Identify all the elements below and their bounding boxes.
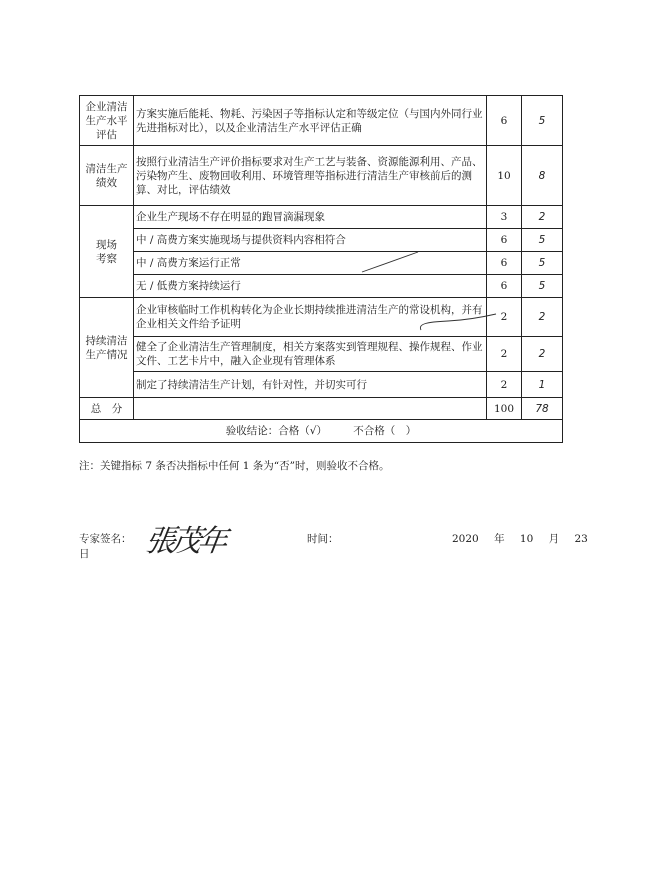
table-row	[80, 146, 563, 206]
table-row	[80, 206, 563, 229]
description-cell: 方案实施后能耗、物耗、污染因子等指标认定和等级定位（与国内外同行业先进指标对比），以及企业清洁生产水平评估正确	[134, 96, 487, 146]
score-cell: 5	[522, 275, 563, 298]
score-cell: 8	[522, 146, 563, 206]
points-cell: 2	[487, 298, 522, 337]
score-cell: 5	[522, 229, 563, 252]
score-cell: 2	[522, 206, 563, 229]
date-day: 23	[574, 533, 588, 545]
description-cell: 无 / 低费方案持续运行	[134, 275, 487, 298]
total-row	[80, 398, 563, 420]
category-cell	[80, 146, 134, 206]
table-row	[80, 96, 563, 146]
pen-stroke-decoration	[418, 310, 498, 332]
total-points: 100	[487, 398, 522, 420]
description-cell: 企业生产现场不存在明显的跑冒滴漏现象	[134, 206, 487, 229]
date-year: 2020	[452, 533, 479, 545]
category-line: 评估	[96, 128, 117, 141]
points-cell: 6	[487, 96, 522, 146]
category-line: 清洁生产	[85, 162, 128, 175]
points-cell: 6	[487, 229, 522, 252]
category-cell	[80, 96, 134, 146]
score-cell: 1	[522, 372, 563, 398]
date-month: 10	[519, 533, 534, 545]
score-cell: 5	[522, 252, 563, 275]
evaluation-table	[79, 95, 563, 443]
footnote: 注：关键指标 7 条否决指标中任何 1 条为“否”时，则验收不合格。	[79, 460, 390, 472]
acceptance-conclusion: 验收结论：合格（√） 不合格（ ）	[80, 420, 563, 443]
category-cell	[80, 298, 134, 398]
description-cell: 按照行业清洁生产评价指标要求对生产工艺与装备、资源能源利用、产品、污染物产生、废物回收利用、环境管理等指标进行清洁生产审核前后的测算、对比，评估绩效	[134, 146, 487, 206]
day-unit: 日	[79, 548, 90, 560]
points-cell: 2	[487, 372, 522, 398]
category-line: 生产情况	[85, 348, 128, 361]
handwritten-signature: 張茂年	[143, 524, 226, 559]
table-row	[80, 229, 563, 252]
total-score: 78	[522, 398, 563, 420]
category-line: 持续清洁	[85, 334, 128, 347]
category-line: 考察	[96, 252, 117, 265]
signature-label: 专家签名：	[79, 533, 132, 545]
score-cell: 2	[522, 298, 563, 337]
table-row	[80, 337, 563, 372]
description-cell: 中 / 高费方案实施现场与提供资料内容相符合	[134, 229, 487, 252]
description-cell: 健全了企业清洁生产管理制度，相关方案落实到管理规程、操作规程、作业文件、工艺卡片中，融入企业现有管理体系	[134, 337, 487, 372]
date-month-unit: 月	[548, 533, 560, 545]
category-line: 企业清洁	[85, 100, 128, 113]
pen-stroke-decoration	[360, 250, 420, 274]
description-cell: 企业审核临时工作机构转化为企业长期持续推进清洁生产的常设机构，并有企业相关文件给予证明	[134, 298, 487, 337]
category-line: 绩效	[96, 176, 117, 189]
points-cell: 10	[487, 146, 522, 206]
points-cell: 2	[487, 337, 522, 372]
total-label: 总 分	[80, 398, 134, 420]
points-cell: 3	[487, 206, 522, 229]
points-cell: 6	[487, 275, 522, 298]
date-year-unit: 年	[494, 533, 505, 545]
total-description-cell	[134, 398, 487, 420]
signature-date	[452, 531, 597, 546]
category-line: 生产水平	[85, 114, 128, 127]
conclusion-row	[80, 420, 563, 443]
description-cell: 中 / 高费方案运行正常	[134, 252, 487, 275]
score-cell: 2	[522, 337, 563, 372]
time-label: 时间：	[307, 533, 339, 545]
table-row	[80, 275, 563, 298]
table-row	[80, 372, 563, 398]
description-cell: 制定了持续清洁生产计划，有针对性，并切实可行	[134, 372, 487, 398]
table-row	[80, 252, 563, 275]
score-cell: 5	[522, 96, 563, 146]
points-cell: 6	[487, 252, 522, 275]
category-line: 现场	[96, 238, 117, 251]
category-cell	[80, 206, 134, 298]
